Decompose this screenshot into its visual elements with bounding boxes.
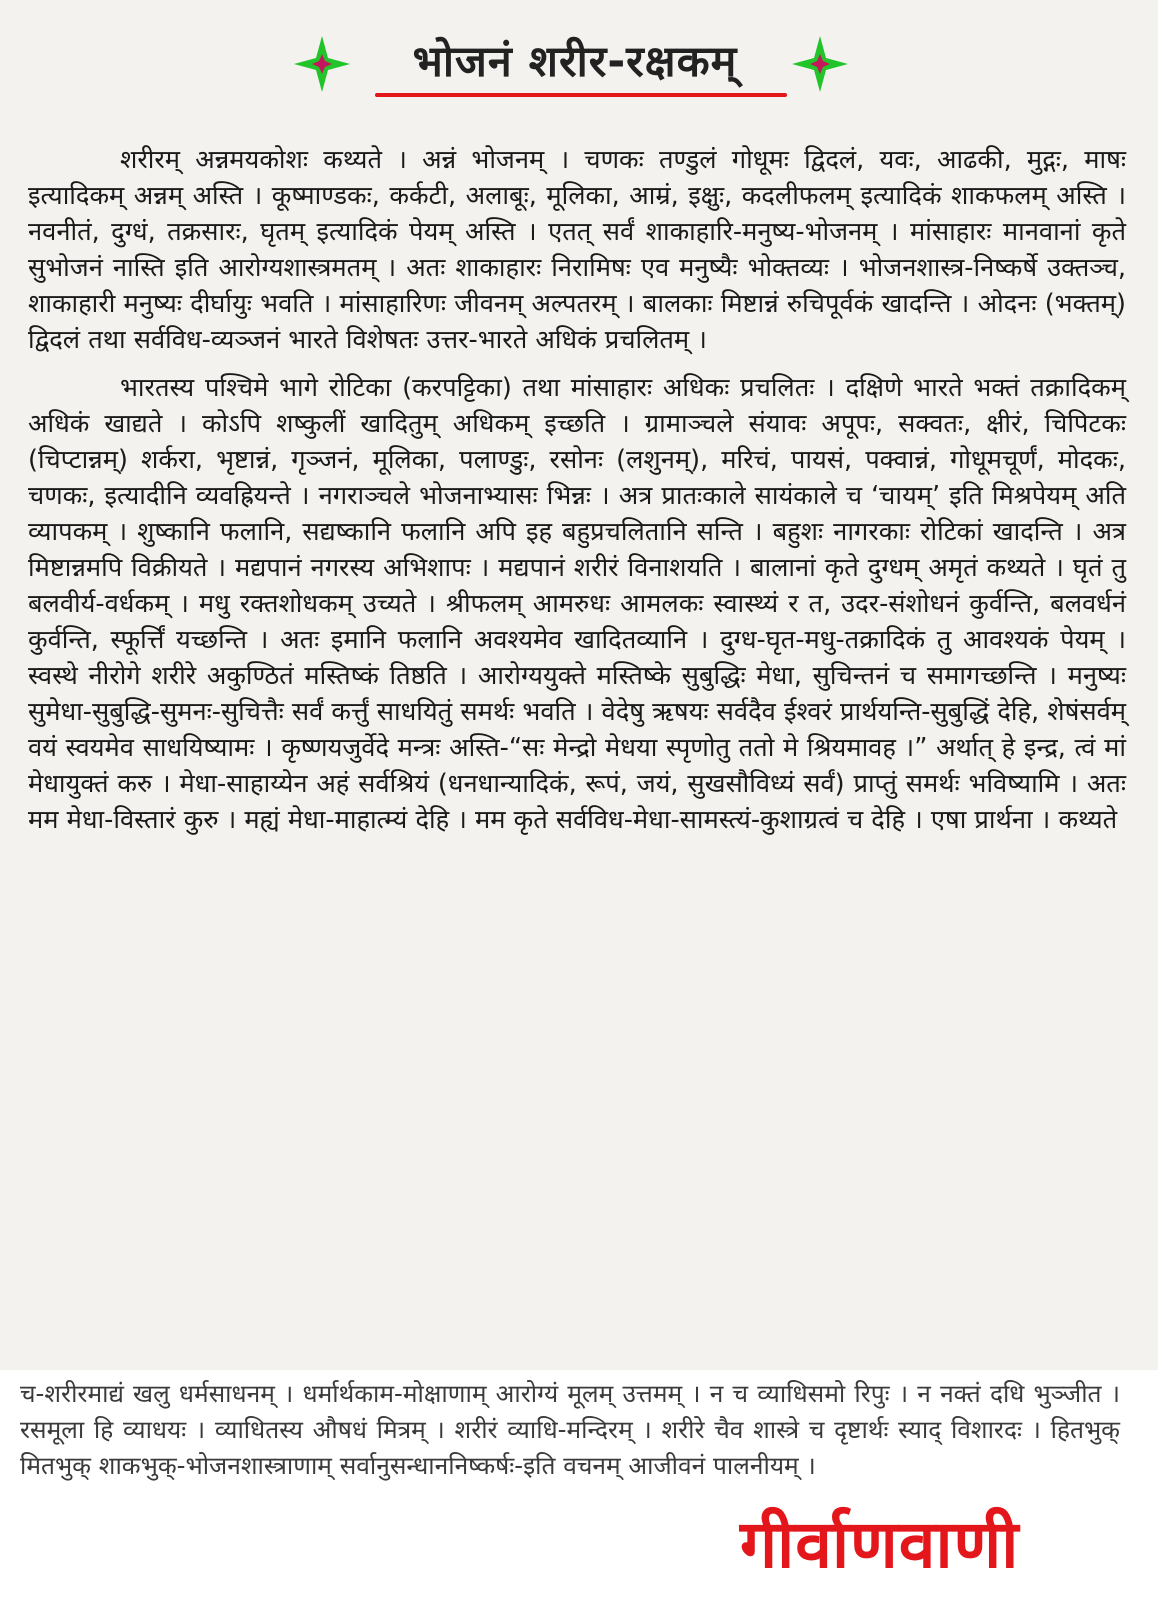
paragraph-2: भारतस्य पश्चिमे भागे रोटिका (करपट्टिका) तथा मांसाहारः अधिकः प्रचलितः । दक्षिणे भारते भक्तं तक्रादिकम् अधिकं खाद्यते । कोऽपि शष्कुलीं खादितुम् अधिकम् इच्छति । ग्रामाञ्चले संयावः अपूपः, सक्वतः, क्षीरं, चिपिटकः (चिप्टान्नम्) शर्करा, भृष्टान्नं, गृञ्जनं, मूलिका, पलाण्डुः, रसोनः (लशुनम्), मरिचं, पायसं, पक्वान्नं, गोधूमचूर्णं, मोदकः, चणकः, इत्यादीनि व्यवह्रियन्ते । नगराञ्चले भोजनाभ्यासः भिन्नः । अत्र प्रातःकाले सायंकाले च ‘चायम्’ इति मिश्रपेयम् अति व्यापकम् । शुष्कानि फलानि, सद्यष्कानि फलानि अपि इह बहुप्रचलितानि सन्ति । बहुशः नागरकाः रोटिकां खादन्ति । अत्र मिष्टान्नमपि विक्रीयते । मद्यपानं नगरस्य अभिशापः । मद्यपानं शरीरं विनाशयति । बालानां कृते दुग्धम् अमृतं कथ्यते । घृतं तु बलवीर्य-वर्धकम् । मधु रक्तशोधकम् उच्यते । श्रीफलम् आमरुधः आमलकः स्वास्थ्यं र त, उदर-संशोधनं कुर्वन्ति, बलवर्धनं कुर्वन्ति, स्फूर्त्तिं यच्छन्ति । अतः इमानि फलानि अवश्यमेव खादितव्यानि । दुग्ध-घृत-मधु-तक्रादिकं तु आवश्यकं पेयम् । स्वस्थे नीरोगे शरीरे अकुण्ठितं मस्तिष्कं तिष्ठति । आरोग्ययुक्ते मस्तिष्के सुबुद्धिः मेधा, सुचिन्तनं च समागच्छन्ति । मनुष्यः सुमेधा-सुबुद्धि-सुमनः-सुचित्तैः सर्वं कर्त्तुं साधयितुं समर्थः भवति । वेदेषु ऋषयः सर्वदैव ईश्वरं प्रार्थयन्ति-सुबुद्धिं देहि, शेषंसर्वम् वयं स्वयमेव साधयिष्यामः । कृष्णयजुर्वेदे मन्त्रः अस्ति-“सः मेन्द्रो मेधया स्पृणोतु ततो मे श्रियमावह ।” अर्थात् हे इन्द्र, त्वं मां मेधायुक्तं करु । मेधा-साहाय्येन अहं सर्वश्रियं (धनधान्यादिकं, रूपं, जयं, सुखसौविध्यं सर्वं) प्राप्तुं समर्थः भविष्यामि । अतः मम मेधा-विस्तारं कुरु । मह्यं मेधा-माहात्म्यं देहि । मम कृते सर्वविध-मेधा-सामस्त्यं-कुशाग्रत्वं च देहि । एषा प्रार्थना । कथ्यते [28,373,1126,835]
closing-paragraph: च-शरीरमाद्यं खलु धर्मसाधनम् । धर्मार्थकाम-मोक्षाणाम् आरोग्यं मूलम् उत्तमम् । न च व्याधिसमो रिपुः । न नक्तं दधि भुञ्जीत । रसमूला हि व्याधयः । व्याधितस्य औषधं मित्रम् । शरीरं व्याधि-मन्दिरम् । शरीरे चैव शास्त्रे च दृष्टार्थः स्याद् विशारदः । हितभुक् मितभुक् शाकभुक्-भोजनशास्त्राणाम् सर्वानुसन्धाननिष्कर्षः-इति वचनम् आजीवनं पालनीयम् । [20,1379,1120,1480]
star-left-icon [292,34,352,94]
article-body [28,142,1126,850]
star-right-icon [790,34,850,94]
paragraph-1: शरीरम् अन्नमयकोशः कथ्यते । अन्नं भोजनम् । चणकः तण्डुलं गोधूमः द्विदलं, यवः, आढकी, मुद्गः, माषः इत्यादिकम् अन्नम् अस्ति । कूष्माण्डकः, कर्कटी, अलाबूः, मूलिका, आम्रं, इक्षुः, कदलीफलम् इत्यादिकं शाकफलम् अस्ति । नवनीतं, दुग्धं, तक्रसारः, घृतम् इत्यादिकं पेयम् अस्ति । एतत् सर्वं शाकाहारि-मनुष्य-भोजनम् । मांसाहारः मानवानां कृते सुभोजनं नास्ति इति आरोग्यशास्त्रमतम् । अतः शाकाहारः निरामिषः एव मनुष्यैः भोक्तव्यः । भोजनशास्त्र-निष्कर्षे उक्तञ्च, शाकाहारी मनुष्यः दीर्घायुः भवति । मांसाहारिणः जीवनम् अल्पतरम् । बालकाः मिष्टान्नं रुचिपूर्वकं खादन्ति । ओदनः (भक्तम्) द्विदलं तथा सर्वविध-व्यञ्जनं भारते विशेषतः उत्तर-भारते अधिकं प्रचलितम् । [28,145,1126,355]
title-block [0,18,1158,108]
title-underline [375,93,787,97]
brand-logo-text: गीर्वाणवाणी [740,1506,1020,1583]
page-title: भोजनं शरीर-रक्षकम् [412,37,738,87]
